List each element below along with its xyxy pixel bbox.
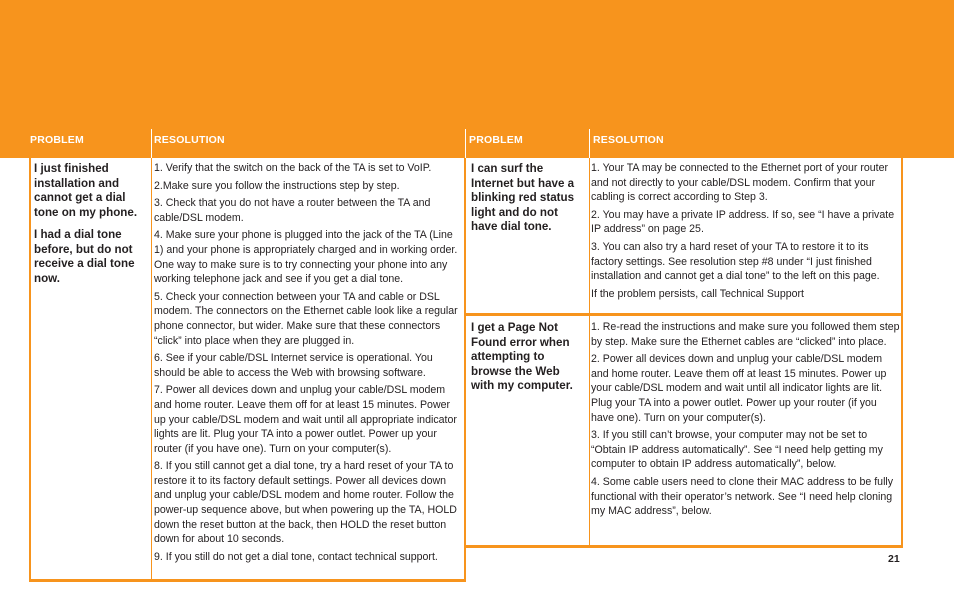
problem-text: I just finished installation and cannot get a dial tone on my phone. [34, 162, 138, 219]
resolution-step: 1. Verify that the switch on the back of the TA is set to VoIP. [154, 162, 432, 174]
table-border-center [464, 158, 466, 582]
resolution-step: 9. If you still do not get a dial tone, contact technical support. [154, 550, 438, 563]
resolution-step: If the problem persists, call Technical Support [591, 287, 804, 300]
problem-cell-left [34, 162, 146, 294]
problem-text: I get a Page Not Found error when attempting to browse the Web with my computer. [471, 321, 573, 392]
resolution-step: 8. If you still cannot get a dial tone, try a hard reset of your TA to restore it to its factory default settings. Power all devices down and unplug your cable/DSL modem and home router. Follow the power-up sequence above, but when powering up the TA, HOLD down the reset button at the back, then HOLD the reset button down for about 10 seconds. [154, 460, 457, 546]
resolution-cell-left [154, 161, 460, 567]
resolution-cell-right-2 [591, 320, 900, 522]
resolution-cell-right-1 [591, 161, 900, 304]
header-resolution-right: RESOLUTION [593, 134, 664, 146]
table-border-right [901, 158, 903, 548]
column-divider [151, 158, 152, 582]
header-divider [589, 129, 590, 158]
table-bottom-rule-left [29, 579, 466, 582]
resolution-step: 1. Your TA may be connected to the Ethernet port of your router and not directly to your cable/DSL modem. Confirm that your cabling is correct according to Step 3. [591, 162, 889, 204]
resolution-step: 3. If you still can’t browse, your computer may not be set to “Obtain IP address automatically”. See “I need help getting my computer to obtain IP address automatically”, below. [591, 429, 883, 471]
resolution-step: 6. See if your cable/DSL Internet service is operational. You should be able to access the Web with browsing software. [154, 352, 433, 379]
resolution-step: 2. Power all devices down and unplug your cable/DSL modem and home router. Leave them off at least 15 minutes. Power up your cable/DSL modem and wait until all indicator lights are lit. Plug your TA into a power outlet. Power up your router (if you have one). Turn on your computer(s). [591, 353, 887, 424]
header-resolution-left: RESOLUTION [154, 134, 225, 146]
problem-text: I had a dial tone before, but do not receive a dial tone now. [34, 228, 135, 285]
table-bottom-rule-right [464, 545, 903, 548]
header-problem-left: PROBLEM [30, 134, 84, 146]
header-divider [151, 129, 152, 158]
resolution-step: 3. You can also try a hard reset of your TA to restore it to its factory settings. See resolution step #8 under “I just finished installation and cannot get a dial tone” to the left on this page. [591, 240, 880, 283]
problem-text: I can surf the Internet but have a blinking red status light and do not have dial tone. [471, 162, 575, 233]
resolution-step: 7. Power all devices down and unplug your cable/DSL modem and home router. Leave them off for at least 15 minutes. Power up your cable/DSL modem and wait until all appropriate indicator lights are lit. Plug your TA into a power outlet. Power up your router (if you have one). Turn on your computer(s). [154, 384, 457, 455]
resolution-step: 3. Check that you do not have a router between the TA and cable/DSL modem. [154, 197, 431, 224]
problem-cell-right-1 [471, 162, 585, 243]
row-separator-right [464, 313, 903, 316]
resolution-step: 2. You may have a private IP address. If so, see “I have a private IP address” on page 25. [591, 208, 895, 236]
resolution-step: 4. Some cable users need to clone their MAC address to be fully functional with their operator’s network. See “I need help cloning my MAC address”, below. [591, 475, 894, 518]
table-border-left [29, 158, 31, 582]
resolution-step: 2.Make sure you follow the instructions step by step. [154, 179, 400, 192]
resolution-step: 5. Check your connection between your TA and cable or DSL modem. The connectors on the Ethernet cable look like a regular phone connector, but wider. Make sure that these connectors “click” into place when they are plugged in. [154, 290, 458, 347]
header-problem-right: PROBLEM [469, 134, 523, 146]
column-divider [589, 158, 590, 548]
resolution-step: 1. Re-read the instructions and make sure you followed them step by step. Make sure the Ethernet cables are “clicked” into place. [591, 321, 900, 348]
resolution-step: 4. Make sure your phone is plugged into the jack of the TA (Line 1) and your phone is appropriately charged and in working order. One way to make sure is to try connecting your phone into any working telephone jack and see if you get a dial tone. [154, 229, 458, 286]
problem-cell-right-2 [471, 321, 585, 402]
page-number: 21 [888, 553, 900, 565]
header-divider [465, 129, 466, 158]
